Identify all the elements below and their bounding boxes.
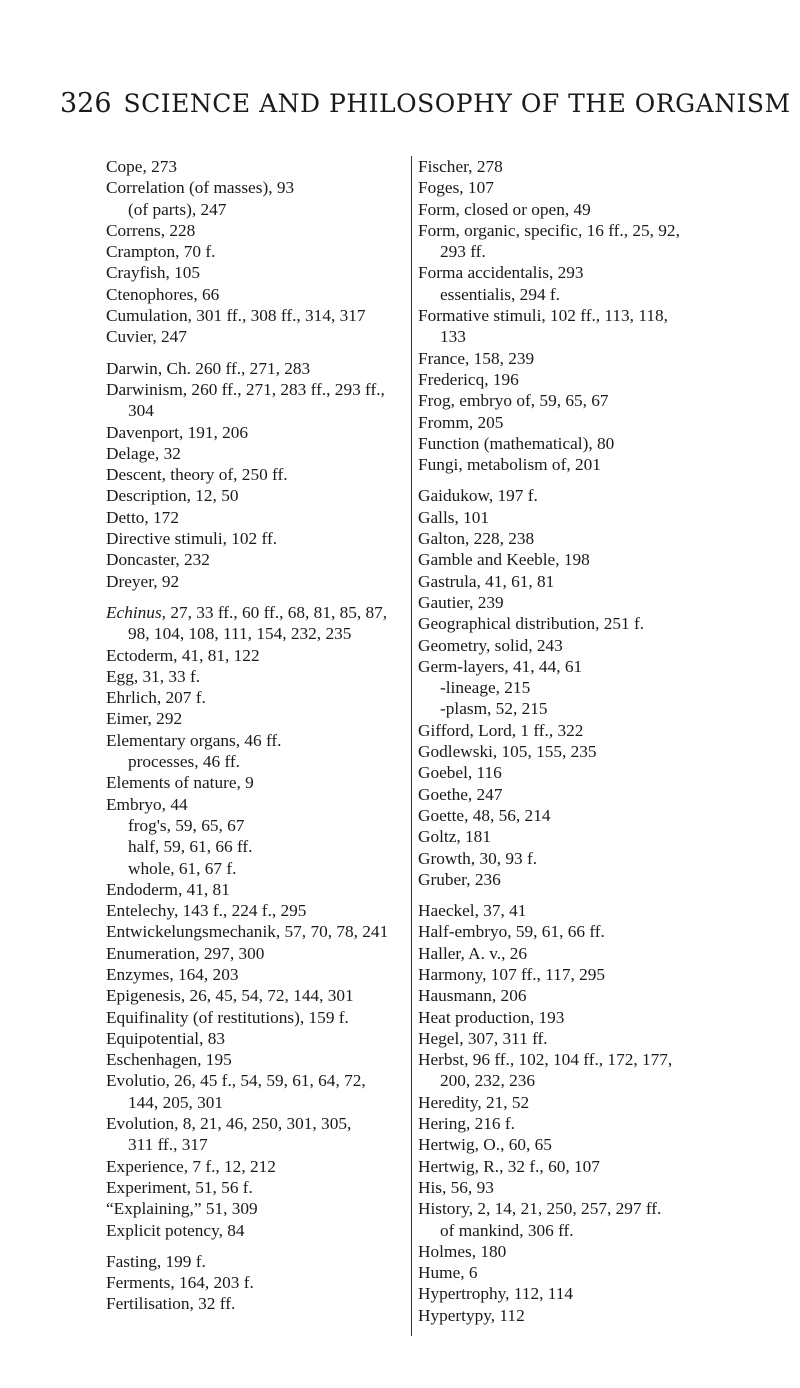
index-entry-label: Half-embryo, 59, 61, 66 ff. xyxy=(418,922,605,942)
index-entry-label: Experience, 7 f., 12, 212 xyxy=(106,1156,276,1176)
index-entry xyxy=(106,645,398,666)
index-entry xyxy=(106,943,398,964)
index-entry-label: Frog, embryo of, 59, 65, 67 xyxy=(418,391,609,411)
index-entry-label: Correlation (of masses), 93 xyxy=(106,178,295,198)
index-entry xyxy=(106,199,398,220)
index-entry xyxy=(418,869,760,890)
index-entry xyxy=(106,528,398,549)
index-entry-label: Elements of nature, 9 xyxy=(106,773,254,793)
index-entry xyxy=(106,571,398,592)
index-entry xyxy=(106,964,398,985)
index-entry xyxy=(418,1220,760,1241)
index-entry xyxy=(418,507,760,528)
index-entry-label: half, 59, 61, 66 ff. xyxy=(128,837,253,857)
index-entry xyxy=(418,571,760,592)
index-entry-label: Fasting, 199 f. xyxy=(106,1251,206,1271)
index-entry xyxy=(106,358,398,379)
index-entry-label: Darwin, Ch. 260 ff., 271, 283 xyxy=(106,358,311,378)
index-entry xyxy=(106,1070,398,1113)
index-entry-label: Entelechy, 143 f., 224 f., 295 xyxy=(106,901,307,921)
index-entry-label: Gifford, Lord, 1 ff., 322 xyxy=(418,720,584,740)
index-entry-label: Fischer, 278 xyxy=(418,157,503,176)
index-entry-label: Geographical distribution, 251 f. xyxy=(418,614,645,634)
index-entry xyxy=(106,177,398,198)
index-entry xyxy=(418,826,760,847)
index-entry xyxy=(106,284,398,305)
index-entry xyxy=(418,900,760,921)
index-entry xyxy=(106,1007,398,1028)
page-header xyxy=(60,88,791,119)
index-entry xyxy=(106,687,398,708)
index-group xyxy=(106,602,398,1241)
index-entry-continuation: 133 xyxy=(440,327,466,347)
index-entry-continuation: 311 ff., 317 xyxy=(128,1135,208,1155)
index-entry xyxy=(106,1113,398,1156)
index-entry xyxy=(418,635,760,656)
index-entry-label: Hausmann, 206 xyxy=(418,986,527,1006)
index-entry-label: whole, 61, 67 f. xyxy=(128,858,237,878)
index-entry-label: Equifinality (of restitutions), 159 f. xyxy=(106,1007,349,1027)
index-entry xyxy=(106,602,398,645)
index-entry-label: Heredity, 21, 52 xyxy=(418,1092,530,1112)
index-entry-label: Goethe, 247 xyxy=(418,784,503,804)
index-entry xyxy=(418,156,760,177)
index-entry-continuation: 304 xyxy=(128,401,154,421)
index-entry-label: Elementary organs, 46 ff. xyxy=(106,730,282,750)
index-entry-label: Goebel, 116 xyxy=(418,763,502,783)
index-entry-label: Descent, theory of, 250 ff. xyxy=(106,465,288,485)
index-entry-label: Evolution, 8, 21, 46, 250, 301, 305, xyxy=(106,1114,352,1134)
index-entry xyxy=(106,708,398,729)
index-entry xyxy=(106,156,398,177)
index-entry-label: Description, 12, 50 xyxy=(106,486,239,506)
index-entry-label: Eimer, 292 xyxy=(106,709,183,729)
index-entry xyxy=(418,784,760,805)
index-entry xyxy=(418,677,760,698)
index-entry xyxy=(418,698,760,719)
index-entry-label: Formative stimuli, 102 ff., 113, 118, xyxy=(418,306,668,326)
index-entry-label: France, 158, 239 xyxy=(418,348,535,368)
index-entry xyxy=(418,433,760,454)
index-group xyxy=(106,156,398,348)
index-entry-label: Growth, 30, 93 f. xyxy=(418,848,538,868)
index-entry-label: Gaidukow, 197 f. xyxy=(418,486,538,506)
index-entry-pages: 27, 33 ff., 60 ff., 68, 81, 85, 87, xyxy=(166,602,388,622)
index-group xyxy=(418,900,760,1326)
index-entry xyxy=(418,1156,760,1177)
index-entry xyxy=(418,549,760,570)
index-entry-label: Enumeration, 297, 300 xyxy=(106,943,265,963)
index-entry xyxy=(106,730,398,751)
index-entry-label: Egg, 31, 33 f. xyxy=(106,666,201,686)
index-entry xyxy=(106,794,398,815)
index-entry-label: Gautier, 239 xyxy=(418,592,504,612)
index-entry-label: Dreyer, 92 xyxy=(106,571,180,591)
index-entry-label: Doncaster, 232 xyxy=(106,550,210,570)
index-entry-label: Fredericq, 196 xyxy=(418,369,519,389)
index-entry xyxy=(106,879,398,900)
index-entry xyxy=(418,964,760,985)
index-entry-label: Hering, 216 f. xyxy=(418,1114,515,1134)
index-entry-label: Gastrula, 41, 61, 81 xyxy=(418,571,555,591)
index-entry-label: Hegel, 307, 311 ff. xyxy=(418,1028,548,1048)
running-head: SCIENCE AND PHILOSOPHY OF THE ORGANISM xyxy=(123,89,791,118)
index-entry-label: Hypertypy, 112 xyxy=(418,1305,525,1325)
index-entry xyxy=(106,485,398,506)
index-entry-label: Godlewski, 105, 155, 235 xyxy=(418,742,597,762)
index-entry-label: Cumulation, 301 ff., 308 ff., 314, 317 xyxy=(106,306,366,326)
index-entry-label: Eschenhagen, 195 xyxy=(106,1050,232,1070)
index-entry-label: Epigenesis, 26, 45, 54, 72, 144, 301 xyxy=(106,986,354,1006)
index-entry xyxy=(106,262,398,283)
index-entry xyxy=(418,1092,760,1113)
index-entry-label: -plasm, 52, 215 xyxy=(440,699,548,719)
index-entry xyxy=(418,1007,760,1028)
index-entry xyxy=(106,549,398,570)
index-entry-label: Geometry, solid, 243 xyxy=(418,635,563,655)
index-entry xyxy=(418,805,760,826)
index-entry-label: Davenport, 191, 206 xyxy=(106,422,249,442)
index-entry xyxy=(418,412,760,433)
index-entry-label: Evolutio, 26, 45 f., 54, 59, 61, 64, 72, xyxy=(106,1071,366,1091)
index-entry xyxy=(106,1293,398,1314)
index-entry xyxy=(106,1156,398,1177)
index-entry xyxy=(418,1049,760,1092)
index-entry xyxy=(418,390,760,411)
index-entry-continuation: 293 ff. xyxy=(440,242,486,262)
index-entry xyxy=(418,592,760,613)
index-entry xyxy=(418,369,760,390)
index-entry xyxy=(106,507,398,528)
index-entry-label: essentialis, 294 f. xyxy=(440,284,560,304)
index-entry-label: Function (mathematical), 80 xyxy=(418,433,615,453)
index-entry xyxy=(418,528,760,549)
index-entry xyxy=(418,485,760,506)
index-entry-label: Hertwig, O., 60, 65 xyxy=(418,1135,552,1155)
index-entry-label: History, 2, 14, 21, 250, 257, 297 ff. xyxy=(418,1199,662,1219)
index-entry-label: Crayfish, 105 xyxy=(106,263,201,283)
index-entry xyxy=(418,656,760,677)
index-entry xyxy=(418,985,760,1006)
index-entry-label: Fromm, 205 xyxy=(418,412,504,432)
index-entry-label: -lineage, 215 xyxy=(440,678,531,698)
index-entry xyxy=(418,1262,760,1283)
index-entry-label: Enzymes, 164, 203 xyxy=(106,964,239,984)
index-entry-label: Hertwig, R., 32 f., 60, 107 xyxy=(418,1156,600,1176)
index-entry xyxy=(418,921,760,942)
index-entry-label: Crampton, 70 f. xyxy=(106,242,216,262)
index-entry-label: Embryo, 44 xyxy=(106,794,188,814)
index-entry xyxy=(418,305,760,348)
index-entry-label: Ectoderm, 41, 81, 122 xyxy=(106,645,260,665)
index-entry xyxy=(418,454,760,475)
index-entry-label: Cope, 273 xyxy=(106,157,178,176)
index-entry-label: Galton, 228, 238 xyxy=(418,529,535,549)
index-entry-label: Ehrlich, 207 f. xyxy=(106,688,206,708)
index-entry-label: Entwickelungsmechanik, 57, 70, 78, 241 xyxy=(106,922,389,942)
index-entry xyxy=(418,1134,760,1155)
index-entry-label: Endoderm, 41, 81 xyxy=(106,879,230,899)
index-entry-label: Experiment, 51, 56 f. xyxy=(106,1177,253,1197)
index-group xyxy=(106,1251,398,1315)
index-entry-label: Detto, 172 xyxy=(106,507,179,527)
index-entry xyxy=(106,666,398,687)
index-entry xyxy=(418,1283,760,1304)
index-entry xyxy=(418,613,760,634)
index-entry xyxy=(418,1177,760,1198)
index-entry-label: Echinus, xyxy=(106,602,166,622)
index-entry xyxy=(106,1198,398,1219)
index-entry xyxy=(418,199,760,220)
index-entry xyxy=(106,921,398,942)
index-entry xyxy=(106,1272,398,1293)
index-entry-label: Form, closed or open, 49 xyxy=(418,199,591,219)
index-entry-label: Gruber, 236 xyxy=(418,869,501,889)
index-entry-label: Goltz, 181 xyxy=(418,827,491,847)
index-entry xyxy=(106,464,398,485)
index-entry-label: Heat production, 193 xyxy=(418,1007,565,1027)
index-entry-label: Goette, 48, 56, 214 xyxy=(418,805,551,825)
index-entry-label: Form, organic, specific, 16 ff., 25, 92, xyxy=(418,220,680,240)
index-entry-label: Germ-layers, 41, 44, 61 xyxy=(418,656,583,676)
index-entry-label: Equipotential, 83 xyxy=(106,1028,226,1048)
index-entry-label: processes, 46 ff. xyxy=(128,752,240,772)
index-entry xyxy=(106,422,398,443)
index-entry-label: Foges, 107 xyxy=(418,178,494,198)
index-entry-label: Fungi, metabolism of, 201 xyxy=(418,455,601,475)
index-entry xyxy=(106,985,398,1006)
index-entry xyxy=(418,348,760,369)
index-entry xyxy=(106,220,398,241)
index-entry xyxy=(106,900,398,921)
index-group xyxy=(106,358,398,592)
index-entry-label: His, 56, 93 xyxy=(418,1177,494,1197)
index-entry xyxy=(106,326,398,347)
index-entry xyxy=(418,848,760,869)
index-entry xyxy=(418,1113,760,1134)
index-entry xyxy=(106,815,398,836)
index-entry xyxy=(418,284,760,305)
index-entry xyxy=(106,305,398,326)
index-entry xyxy=(418,1028,760,1049)
index-entry xyxy=(418,741,760,762)
index-entry xyxy=(106,443,398,464)
index-entry xyxy=(106,1028,398,1049)
index-entry-continuation: 98, 104, 108, 111, 154, 232, 235 xyxy=(128,624,352,644)
index-entry xyxy=(106,751,398,772)
index-entry xyxy=(106,836,398,857)
index-entry xyxy=(418,177,760,198)
index-entry xyxy=(418,262,760,283)
index-entry xyxy=(106,241,398,262)
index-entry xyxy=(106,379,398,422)
index-entry xyxy=(106,1251,398,1272)
index-entry-label: Correns, 228 xyxy=(106,220,196,240)
index-group xyxy=(418,156,760,475)
index-entry xyxy=(418,1305,760,1326)
index-entry xyxy=(418,720,760,741)
index-entry-label: “Explaining,” 51, 309 xyxy=(106,1199,258,1219)
index-entry xyxy=(418,220,760,263)
index-entry-label: Fertilisation, 32 ff. xyxy=(106,1294,236,1314)
index-entry-label: Explicit potency, 84 xyxy=(106,1220,245,1240)
index-entry-label: Herbst, 96 ff., 102, 104 ff., 172, 177, xyxy=(418,1050,673,1070)
page-number: 326 xyxy=(60,88,112,119)
index-entry-label: Ctenophores, 66 xyxy=(106,284,220,304)
index-column-right xyxy=(411,156,760,1336)
index-entry xyxy=(418,943,760,964)
index-entry-continuation: 200, 232, 236 xyxy=(440,1071,536,1091)
index-entry-label: Darwinism, 260 ff., 271, 283 ff., 293 ff., xyxy=(106,379,385,399)
index-entry-label: frog's, 59, 65, 67 xyxy=(128,815,245,835)
index-column-left xyxy=(106,156,398,1325)
index-entry xyxy=(106,1220,398,1241)
index-entry-label: Cuvier, 247 xyxy=(106,327,187,347)
index-entry-label: Haeckel, 37, 41 xyxy=(418,901,527,921)
index-entry xyxy=(106,772,398,793)
index-entry-label: Delage, 32 xyxy=(106,443,181,463)
index-entry-label: Directive stimuli, 102 ff. xyxy=(106,529,278,549)
index-entry-label: Hume, 6 xyxy=(418,1263,478,1283)
index-entry-label: Ferments, 164, 203 f. xyxy=(106,1273,254,1293)
index-entry xyxy=(418,762,760,783)
index-entry xyxy=(418,1198,760,1219)
index-entry-label: Galls, 101 xyxy=(418,507,490,527)
index-entry-label: Hypertrophy, 112, 114 xyxy=(418,1284,574,1304)
index-entry-label: Holmes, 180 xyxy=(418,1241,507,1261)
index-group xyxy=(418,485,760,890)
index-entry-label: of mankind, 306 ff. xyxy=(440,1220,574,1240)
index-entry xyxy=(106,1049,398,1070)
index-entry-label: Gamble and Keeble, 198 xyxy=(418,550,590,570)
index-entry xyxy=(418,1241,760,1262)
index-entry xyxy=(106,858,398,879)
index-entry-label: (of parts), 247 xyxy=(128,199,227,219)
index-entry-label: Harmony, 107 ff., 117, 295 xyxy=(418,964,606,984)
index-entry xyxy=(106,1177,398,1198)
index-entry-label: Forma accidentalis, 293 xyxy=(418,263,584,283)
index-entry-label: Haller, A. v., 26 xyxy=(418,943,528,963)
index-entry-continuation: 144, 205, 301 xyxy=(128,1092,224,1112)
